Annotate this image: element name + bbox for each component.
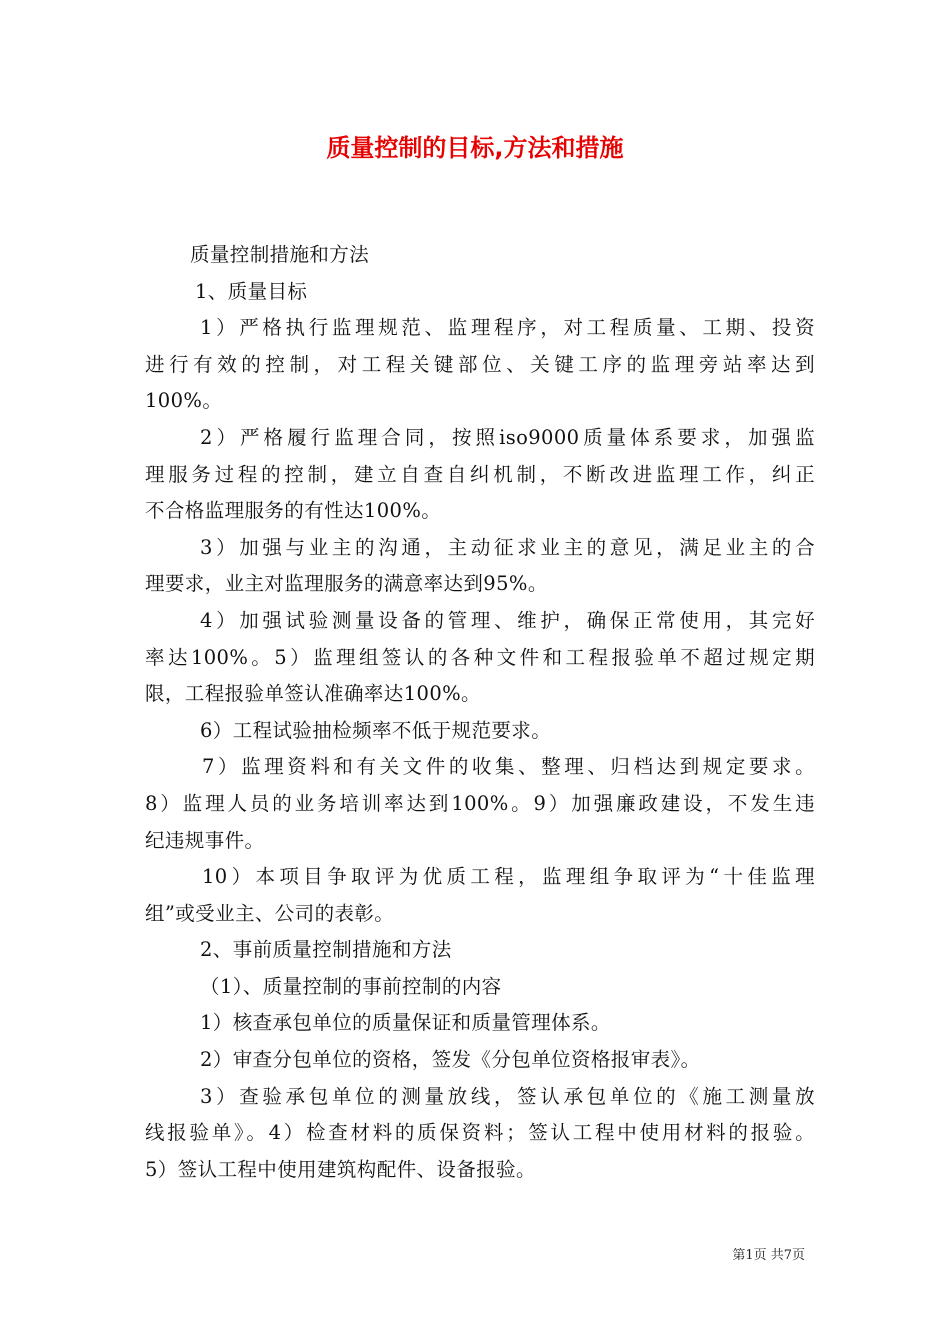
text-line: 1）严格执行监理规范、监理程序，对工程质量、工期、投资 (200, 316, 815, 340)
text-line: 进行有效的控制，对工程关键部位、关键工序的监理旁站率达到 (145, 352, 815, 376)
text-line: 8）监理人员的业务培训率达到100%。9）加强廉政建设，不发生违 (145, 791, 815, 815)
text-line: 3）加强与业主的沟通，主动征求业主的意见，满足业主的合 (200, 535, 815, 559)
text-line: 纪违规事件。 (145, 828, 265, 852)
text-line: 6）工程试验抽检频率不低于规范要求。 (200, 718, 552, 742)
text-line: 7）监理资料和有关文件的收集、整理、归档达到规定要求。 (202, 755, 815, 779)
text-line: 1）核查承包单位的质量保证和质量管理体系。 (200, 1011, 611, 1035)
text-line: 10）本项目争取评为优质工程，监理组争取评为“十佳监理 (202, 865, 815, 889)
text-line: 100%。 (145, 389, 223, 413)
text-line: 理服务过程的控制，建立自查自纠机制，不断改进监理工作，纠正 (145, 462, 815, 486)
text-line: 质量控制措施和方法 (190, 243, 370, 266)
text-line: （1）、质量控制的事前控制的内容 (200, 974, 502, 998)
text-line: 1、质量目标 (195, 279, 308, 303)
text-line: 3）查验承包单位的测量放线，签认承包单位的《施工测量放 (200, 1084, 815, 1108)
text-line: 2、事前质量控制措施和方法 (200, 938, 452, 962)
text-line: 4）加强试验测量设备的管理、维护，确保正常使用，其完好 (200, 608, 815, 632)
text-line: 理要求，业主对监理服务的满意率达到95%。 (145, 572, 548, 596)
text-line: 率达100%。5）监理组签认的各种文件和工程报验单不超过规定期 (145, 645, 815, 669)
page-title: 质量控制的目标,方法和措施 (326, 134, 624, 162)
text-line: 线报验单》。4）检查材料的质保资料；签认工程中使用材料的报验。 (145, 1121, 815, 1145)
page-number: 第1页 共7页 (732, 1248, 805, 1263)
text-line: 2）审查分包单位的资格，签发《分包单位资格报审表》。 (200, 1048, 701, 1072)
text-line: 5）签认工程中使用建筑构配件、设备报验。 (145, 1157, 536, 1181)
text-line: 2）严格履行监理合同，按照iso9000质量体系要求，加强监 (200, 425, 815, 449)
document-body (145, 237, 815, 1188)
text-line: 限，工程报验单签认准确率达100%。 (145, 682, 481, 706)
text-line: 不合格监理服务的有性达100%。 (145, 499, 442, 523)
text-line: 组”或受业主、公司的表彰。 (145, 901, 395, 925)
